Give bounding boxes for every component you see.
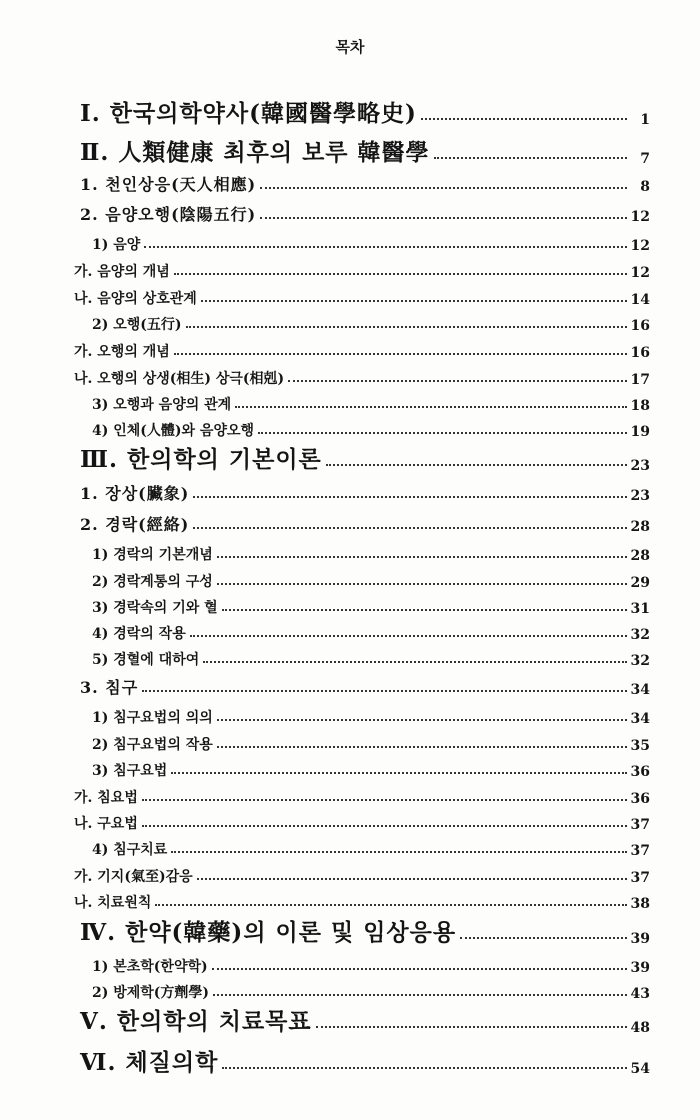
toc-page-number: 54 <box>630 1061 650 1077</box>
dot-leader <box>434 157 627 159</box>
toc-entry-label: 4) 침구치료 <box>92 842 168 858</box>
toc-entry[interactable] <box>0 364 700 388</box>
toc-entry[interactable] <box>0 230 700 254</box>
dot-leader <box>217 746 627 748</box>
toc-entry-label: 5) 경혈에 대하여 <box>92 652 200 668</box>
toc-entry-label: 나. 오행의 상생(相生) 상극(相剋) <box>74 371 285 387</box>
toc-page-number: 35 <box>630 738 650 754</box>
dot-leader <box>222 609 627 611</box>
toc-entry[interactable] <box>0 862 700 886</box>
toc-entry-label: 가. 침요법 <box>74 790 138 806</box>
dot-leader <box>212 968 627 970</box>
toc-entry-label: 3) 경락속의 기와 혈 <box>92 600 218 616</box>
toc-page-number: 32 <box>630 653 650 669</box>
toc-page-number: 8 <box>640 179 650 195</box>
toc-entry[interactable] <box>0 94 700 128</box>
dot-leader <box>421 118 627 120</box>
toc-entry-label: 가. 기지(氣至)감응 <box>74 869 193 885</box>
dot-leader <box>326 464 627 466</box>
toc-entry-label: 3) 침구요법 <box>92 763 168 779</box>
toc-entry[interactable] <box>0 440 700 474</box>
dot-leader <box>203 661 627 663</box>
toc-page-number: 39 <box>630 960 650 976</box>
toc-page-number: 18 <box>630 398 650 414</box>
toc-entry[interactable] <box>0 284 700 308</box>
dot-leader <box>222 1067 627 1069</box>
toc-page-number: 36 <box>630 791 650 807</box>
toc-entry[interactable] <box>0 540 700 564</box>
dot-leader <box>186 326 627 328</box>
toc-entry-label: 나. 구요법 <box>74 816 138 832</box>
toc-page-number: 28 <box>630 548 650 564</box>
toc-entry[interactable] <box>0 593 700 617</box>
toc-entry[interactable] <box>0 888 700 912</box>
dot-leader <box>171 851 627 853</box>
toc-entry[interactable] <box>0 756 700 780</box>
toc-entry-label: Ⅰ. 한국의학약사(韓國醫學略史) <box>80 100 417 127</box>
toc-entry[interactable] <box>0 783 700 807</box>
dot-leader <box>155 904 627 906</box>
toc-entry[interactable] <box>0 674 700 698</box>
toc-entry-label: 1. 천인상응(天人相應) <box>80 175 257 194</box>
toc-entry-label: 1) 본초학(한약학) <box>92 959 208 975</box>
toc-page-number: 36 <box>630 764 650 780</box>
toc-entry-label: 3) 오행과 음양의 관계 <box>92 397 232 413</box>
dot-leader <box>217 583 627 585</box>
toc-page-number: 23 <box>630 458 650 474</box>
toc-entry[interactable] <box>0 1043 700 1077</box>
toc-page-number: 29 <box>630 575 650 591</box>
toc-entry-label: 가. 음양의 개념 <box>74 264 170 280</box>
toc-entry-label: Ⅳ. 한약(韓藥)의 이론 및 임상응용 <box>80 919 457 946</box>
toc-page-number: 37 <box>630 843 650 859</box>
toc-page-number: 34 <box>630 711 650 727</box>
toc-entry[interactable] <box>0 645 700 669</box>
toc-entry[interactable] <box>0 133 700 167</box>
toc-page-number: 16 <box>630 345 650 361</box>
dot-leader <box>142 799 627 801</box>
toc-entry[interactable] <box>0 835 700 859</box>
toc-entry-label: 2) 경락계통의 구성 <box>92 574 213 590</box>
toc-entry[interactable] <box>0 511 700 535</box>
dot-leader <box>142 690 627 692</box>
dot-leader <box>174 353 627 355</box>
toc-entry[interactable] <box>0 619 700 643</box>
dot-leader <box>144 246 627 248</box>
toc-page-number: 31 <box>630 601 650 617</box>
toc-entry-label: 나. 치료원칙 <box>74 895 152 911</box>
toc-entry-label: Ⅱ. 人類健康 최후의 보루 韓醫學 <box>80 139 430 166</box>
toc-page-number: 48 <box>630 1020 650 1036</box>
toc-page-number: 17 <box>630 372 650 388</box>
toc-page-number: 14 <box>630 292 650 308</box>
toc-entry-label: 3. 침구 <box>80 678 139 697</box>
dot-leader <box>260 217 627 219</box>
dot-leader <box>217 556 627 558</box>
toc-entry[interactable] <box>0 171 700 195</box>
toc-page-number: 32 <box>630 627 650 643</box>
toc-entry[interactable] <box>0 978 700 1002</box>
toc-entry[interactable] <box>0 416 700 440</box>
toc-page-number: 38 <box>630 896 650 912</box>
toc-page-number: 28 <box>630 519 650 535</box>
dot-leader <box>460 937 627 939</box>
toc-entry[interactable] <box>0 952 700 976</box>
toc-page-number: 23 <box>630 488 650 504</box>
dot-leader <box>235 406 627 408</box>
toc-page-number: 7 <box>640 151 650 167</box>
toc-page-number: 34 <box>630 682 650 698</box>
toc-page-number: 37 <box>630 870 650 886</box>
dot-leader <box>171 772 627 774</box>
toc-entry[interactable] <box>0 703 700 727</box>
toc-entry[interactable] <box>0 730 700 754</box>
dot-leader <box>193 527 627 529</box>
toc-entry-label: 4) 인체(人體)와 음양오행 <box>92 423 255 439</box>
dot-leader <box>193 496 627 498</box>
dot-leader <box>213 994 627 996</box>
toc-entry-label: 2) 방제학(方劑學) <box>92 985 210 1001</box>
dot-leader <box>197 878 627 880</box>
toc-page-number: 43 <box>630 986 650 1002</box>
toc-entry[interactable] <box>0 390 700 414</box>
toc-page-number: 39 <box>630 931 650 947</box>
dot-leader <box>174 273 627 275</box>
toc-entry-label: 2. 음양오행(陰陽五行) <box>80 205 257 224</box>
toc-entry-label: 가. 오행의 개념 <box>74 344 170 360</box>
toc-entry-label: 2) 오행(五行) <box>92 317 182 333</box>
dot-leader <box>316 1026 627 1028</box>
toc-entry[interactable] <box>0 913 700 947</box>
toc-page-number: 16 <box>630 318 650 334</box>
toc-entry[interactable] <box>0 310 700 334</box>
dot-leader <box>260 187 627 189</box>
dot-leader <box>190 635 627 637</box>
toc-entry[interactable] <box>0 257 700 281</box>
dot-leader <box>288 380 627 382</box>
dot-leader <box>258 432 627 434</box>
toc-entry[interactable] <box>0 480 700 504</box>
toc-entry-label: 2. 경락(經絡) <box>80 515 190 534</box>
toc-entry-label: 4) 경락의 작용 <box>92 626 186 642</box>
dot-leader <box>142 825 627 827</box>
toc-page-number: 12 <box>630 238 650 254</box>
toc-entry-label: 1) 음양 <box>92 237 141 253</box>
toc-entry-label: 나. 음양의 상호관계 <box>74 291 197 307</box>
toc-page-number: 12 <box>630 265 650 281</box>
toc-entry-label: Ⅲ. 한의학의 기본이론 <box>80 446 322 473</box>
toc-entry[interactable] <box>0 809 700 833</box>
toc-entry-label: 1) 경락의 기본개념 <box>92 547 213 563</box>
toc-entry[interactable] <box>0 1002 700 1036</box>
toc-entry[interactable] <box>0 201 700 225</box>
toc-entry-label: 2) 침구요법의 작용 <box>92 737 213 753</box>
toc-entry[interactable] <box>0 337 700 361</box>
toc-page-number: 1 <box>640 112 650 128</box>
toc-page-number: 37 <box>630 817 650 833</box>
toc-page-number: 19 <box>630 424 650 440</box>
dot-leader <box>217 719 627 721</box>
dot-leader <box>201 300 627 302</box>
toc-entry-label: Ⅵ. 체질의학 <box>80 1049 219 1076</box>
toc-page-number: 12 <box>630 209 650 225</box>
toc-entry-label: Ⅴ. 한의학의 치료목표 <box>80 1008 312 1035</box>
toc-entry-label: 1) 침구요법의 의의 <box>92 710 213 726</box>
toc-entry-label: 1. 장상(臟象) <box>80 484 190 503</box>
toc-entry[interactable] <box>0 567 700 591</box>
page-title: 목차 <box>335 38 365 56</box>
